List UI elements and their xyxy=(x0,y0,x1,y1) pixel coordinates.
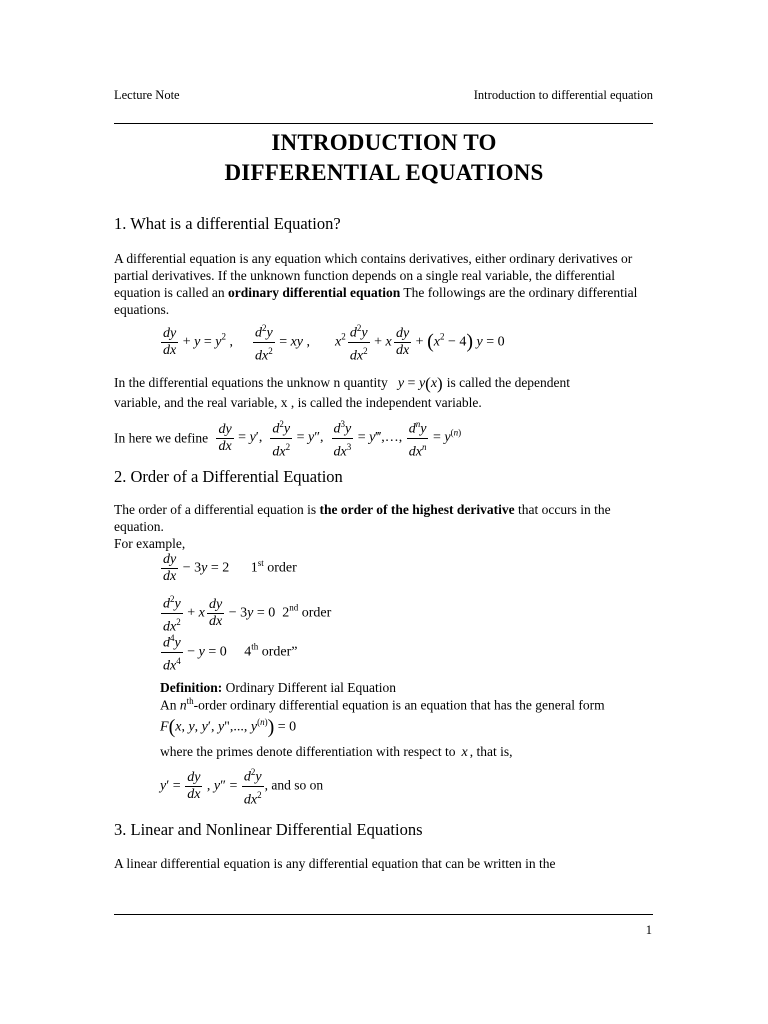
footer-rule xyxy=(114,914,653,915)
title-line-1: INTRODUCTION TO xyxy=(271,130,497,155)
header-right: Introduction to differential equation xyxy=(473,88,653,102)
primes-definition: y′ = $\frac{dy}{dx}$ , y″ = $\frac{d^2y}{dx^2}$ , and so on xyxy=(160,764,323,808)
page-number: 1 xyxy=(645,923,652,937)
header-left: Lecture Note xyxy=(114,88,180,102)
section-1-heading: 1. What is a differential Equation? xyxy=(114,214,341,233)
section-2-paragraph: The order of a differential equation is the order of the highest derivative that occurs in the equation. For example, xyxy=(114,502,611,551)
section-1-independent-line: variable, and the real variable, x , is called the independent variable. xyxy=(114,395,482,410)
definition-line: An $n^{th}$-order ordinary differential equation is an equation that has the general form xyxy=(160,696,605,713)
section-1-define-line: In here we define $\frac{dy}{dx}$ = y′, $\frac{d^2y}{dx^2}$ = y″, $\frac{d^3y}{dx^3}$ = y‴,…, $\frac{d^ny}{dx^n}$ = $y^{(n)}$ xyxy=(114,416,461,460)
title-line-2: DIFFERENTIAL EQUATIONS xyxy=(224,160,544,185)
section-3-paragraph: A linear differential equation is any differential equation that can be written in the xyxy=(114,856,556,871)
example-first-order: $\frac{dy}{dx}$ − 3y = 2 1st order xyxy=(163,552,297,584)
section-3-heading: 3. Linear and Nonlinear Differential Equations xyxy=(114,820,423,839)
definition-primes-line: where the primes denote differentiation with respect to x , that is, xyxy=(160,744,513,760)
general-form-equation: F(x, y, y′, y",..., $y^{(n)}) = 0$ xyxy=(160,716,297,738)
example-equations: $\frac{dy}{dx}$ + $y = y^2$ , $\frac{d^2y}{dx^2}$ = xy , $x^2$ $\frac{d^2y}{dx^2}$ + x $\frac{dy}{dx}$ + $(x^2 - 4) y = 0$ xyxy=(160,320,505,364)
section-1-paragraph: A differential equation is any equation which contains derivatives, either ordinary derivatives or partial derivatives. If the unknown function depends on a single real variable, the differential equation is called an ordinary differential equation The followings are the ordinary differential equations. xyxy=(114,251,638,317)
example-second-order: $\frac{d^2y}{dx^2}$ + x $\frac{dy}{dx}$ − 3y = 0 2nd order xyxy=(160,591,331,635)
definition-heading: Definition: Ordinary Different ial Equation xyxy=(160,680,396,695)
section-2-heading: 2. Order of a Differential Equation xyxy=(114,467,343,486)
section-1-dependent-line: In the differential equations the unknow n quantity y = y(x) is called the dependent xyxy=(114,374,571,393)
header-rule xyxy=(114,123,653,124)
example-fourth-order: $\frac{d^4y}{dx^4}$ − y = 0 4th order” xyxy=(160,630,298,674)
